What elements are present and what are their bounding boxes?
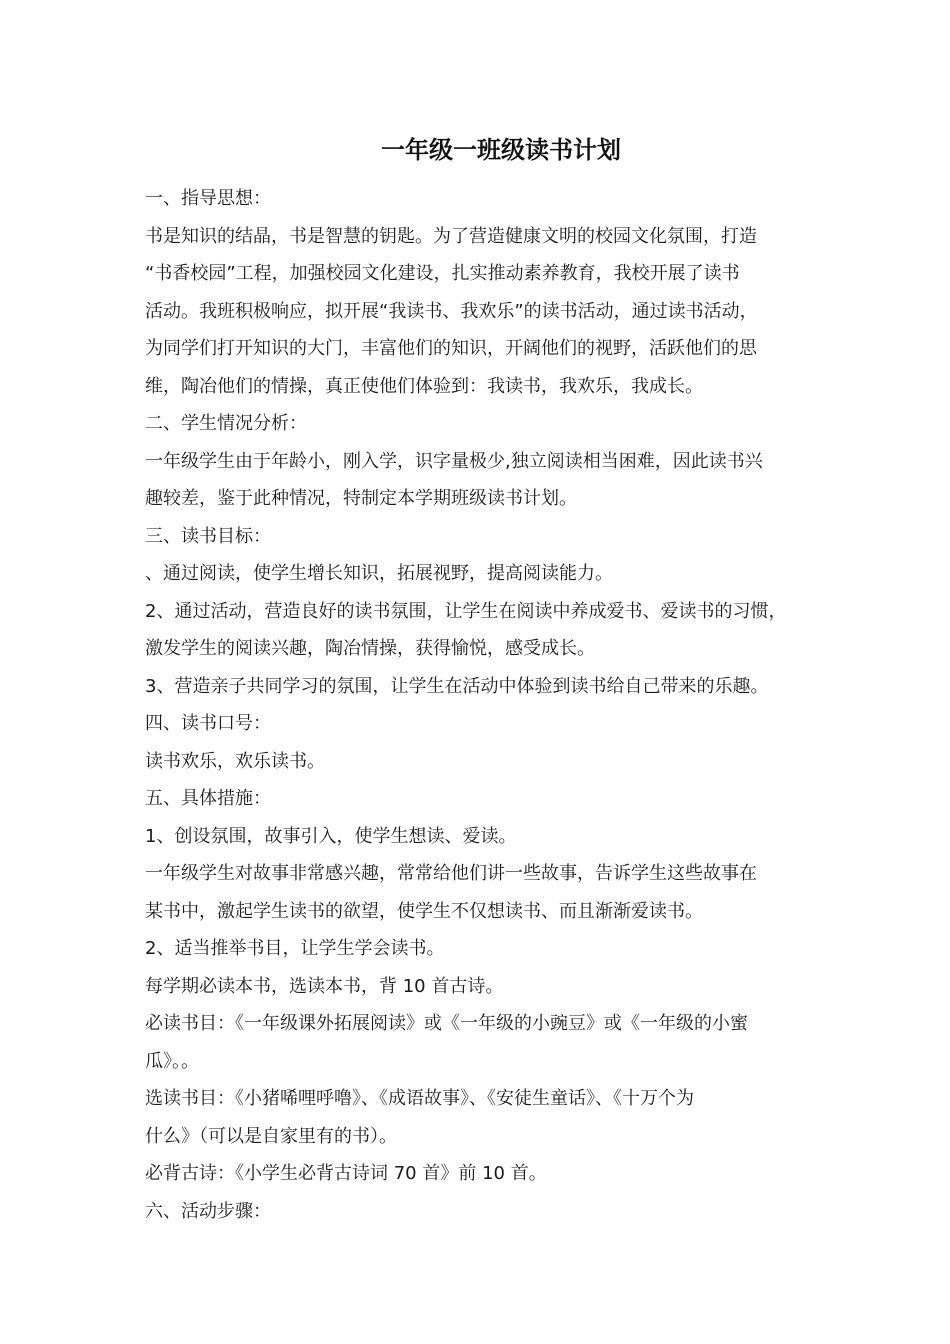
paragraph-line: 某书中，激起学生读书的欲望，使学生不仅想读书、而且渐渐爱读书。	[145, 900, 703, 922]
paragraph-line: 维，陶冶他们的情操，真正使他们体验到：我读书，我欢乐，我成长。	[145, 375, 703, 397]
section-heading-student-analysis: 二、学生情况分析：	[145, 413, 307, 434]
paragraph-line: 为同学们打开知识的大门，丰富他们的知识，开阔他们的视野，活跃他们的思	[145, 338, 757, 359]
paragraph-line: 每学期必读本书，选读本书，背 10 首古诗。	[145, 975, 504, 997]
section-heading-reading-slogan: 四、读书口号：	[145, 713, 271, 734]
paragraph-line: 书是知识的结晶，书是智慧的钥匙。为了营造健康文明的校园文化氛围，打造	[145, 225, 757, 247]
paragraph-line: 瓜》。。	[145, 1050, 199, 1072]
paragraph-line: 一年级学生对故事非常感兴趣，常常给他们讲一些故事，告诉学生这些故事在	[145, 863, 757, 884]
paragraph-line: 趣较差，鉴于此种情况，特制定本学期班级读书计划。	[145, 488, 577, 509]
paragraph-line: “书香校园”工程，加强校园文化建设，扎实推动素养教育，我校开展了读书	[145, 263, 740, 284]
list-item: 2、适当推举书目，让学生学会读书。	[145, 938, 445, 959]
document-body	[145, 180, 825, 1230]
list-item: 3、营造亲子共同学习的氛围，让学生在活动中体验到读书给自己带来的乐趣。	[145, 675, 769, 697]
section-heading-reading-goals: 三、读书目标：	[145, 525, 271, 547]
list-item: 、通过阅读，使学生增长知识，拓展视野，提高阅读能力。	[145, 563, 613, 584]
section-heading-guiding-ideology: 一、指导思想：	[145, 188, 271, 209]
section-heading-activity-steps: 六、活动步骤：	[145, 1200, 271, 1222]
paragraph-line: 活动。我班积极响应，拟开展“我读书、我欢乐”的读书活动，通过读书活动，	[145, 300, 758, 322]
paragraph-line: 选读书目：《小猪唏哩呼噜》、《成语故事》、《安徒生童话》、《十万个为	[145, 1088, 694, 1109]
paragraph-line: 激发学生的阅读兴趣，陶冶情操，获得愉悦，感受成长。	[145, 638, 595, 659]
list-item: 1、创设氛围，故事引入，使学生想读、爱读。	[145, 825, 517, 847]
paragraph-line: 必背古诗：《小学生必背古诗词 70 首》前 10 首。	[145, 1163, 547, 1184]
list-item: 2、通过活动，营造良好的读书氛围，让学生在阅读中养成爱书、爱读书的习惯，	[145, 600, 787, 622]
paragraph-line: 一年级学生由于年龄小，刚入学，识字量极少,独立阅读相当困难，因此读书兴	[145, 450, 763, 472]
section-heading-measures: 五、具体措施：	[145, 788, 271, 809]
document-title: 一年级一班级读书计划	[381, 136, 621, 164]
paragraph-line: 读书欢乐，欢乐读书。	[145, 750, 325, 772]
paragraph-line: 必读书目：《一年级课外拓展阅读》或《一年级的小豌豆》或《一年级的小蜜	[145, 1013, 748, 1034]
paragraph-line: 什么》（可以是自家里有的书）。	[145, 1125, 397, 1147]
